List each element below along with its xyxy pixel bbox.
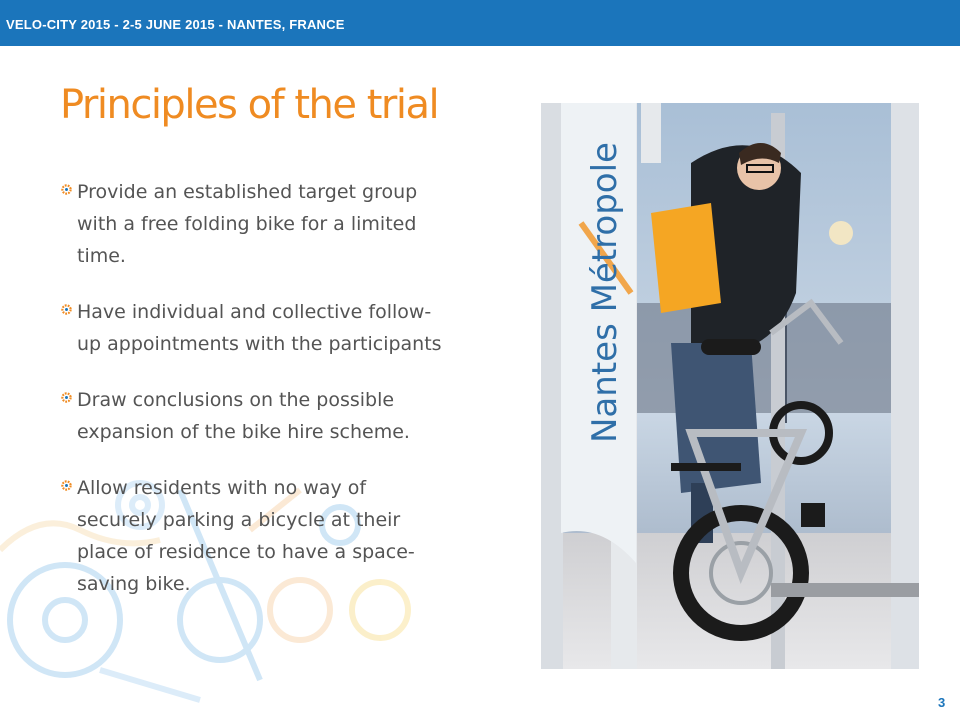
page-number: 3 bbox=[938, 695, 946, 710]
bullet-text: Provide an established target group with a free folding bike for a limited time. bbox=[77, 181, 418, 267]
orange-gear-bullet-icon bbox=[61, 304, 72, 315]
person-with-folding-bike-photo bbox=[541, 103, 919, 669]
bullet-text: Allow residents with no way of securely parking a bicycle at their place of residence to have a space-saving bike. bbox=[77, 477, 415, 595]
bullet-text: Have individual and collective follow-up appointments with the participants bbox=[77, 301, 442, 355]
header-text: VELO-CITY 2015 - 2-5 JUNE 2015 - NANTES, FRANCE bbox=[6, 17, 345, 32]
bullet-item bbox=[62, 176, 447, 272]
banner-text: Nantes Métropole bbox=[585, 142, 625, 443]
orange-gear-bullet-icon bbox=[61, 392, 72, 403]
slide-title: Principles of the trial bbox=[60, 82, 439, 128]
orange-gear-bullet-icon bbox=[61, 480, 72, 491]
bullet-item bbox=[62, 296, 447, 360]
orange-gear-bullet-icon bbox=[61, 184, 72, 195]
header-bar bbox=[0, 0, 960, 46]
bullet-item bbox=[62, 472, 447, 600]
bullet-text: Draw conclusions on the possible expansion of the bike hire scheme. bbox=[77, 389, 410, 443]
bullet-item bbox=[62, 384, 447, 448]
bullet-list bbox=[62, 176, 447, 624]
